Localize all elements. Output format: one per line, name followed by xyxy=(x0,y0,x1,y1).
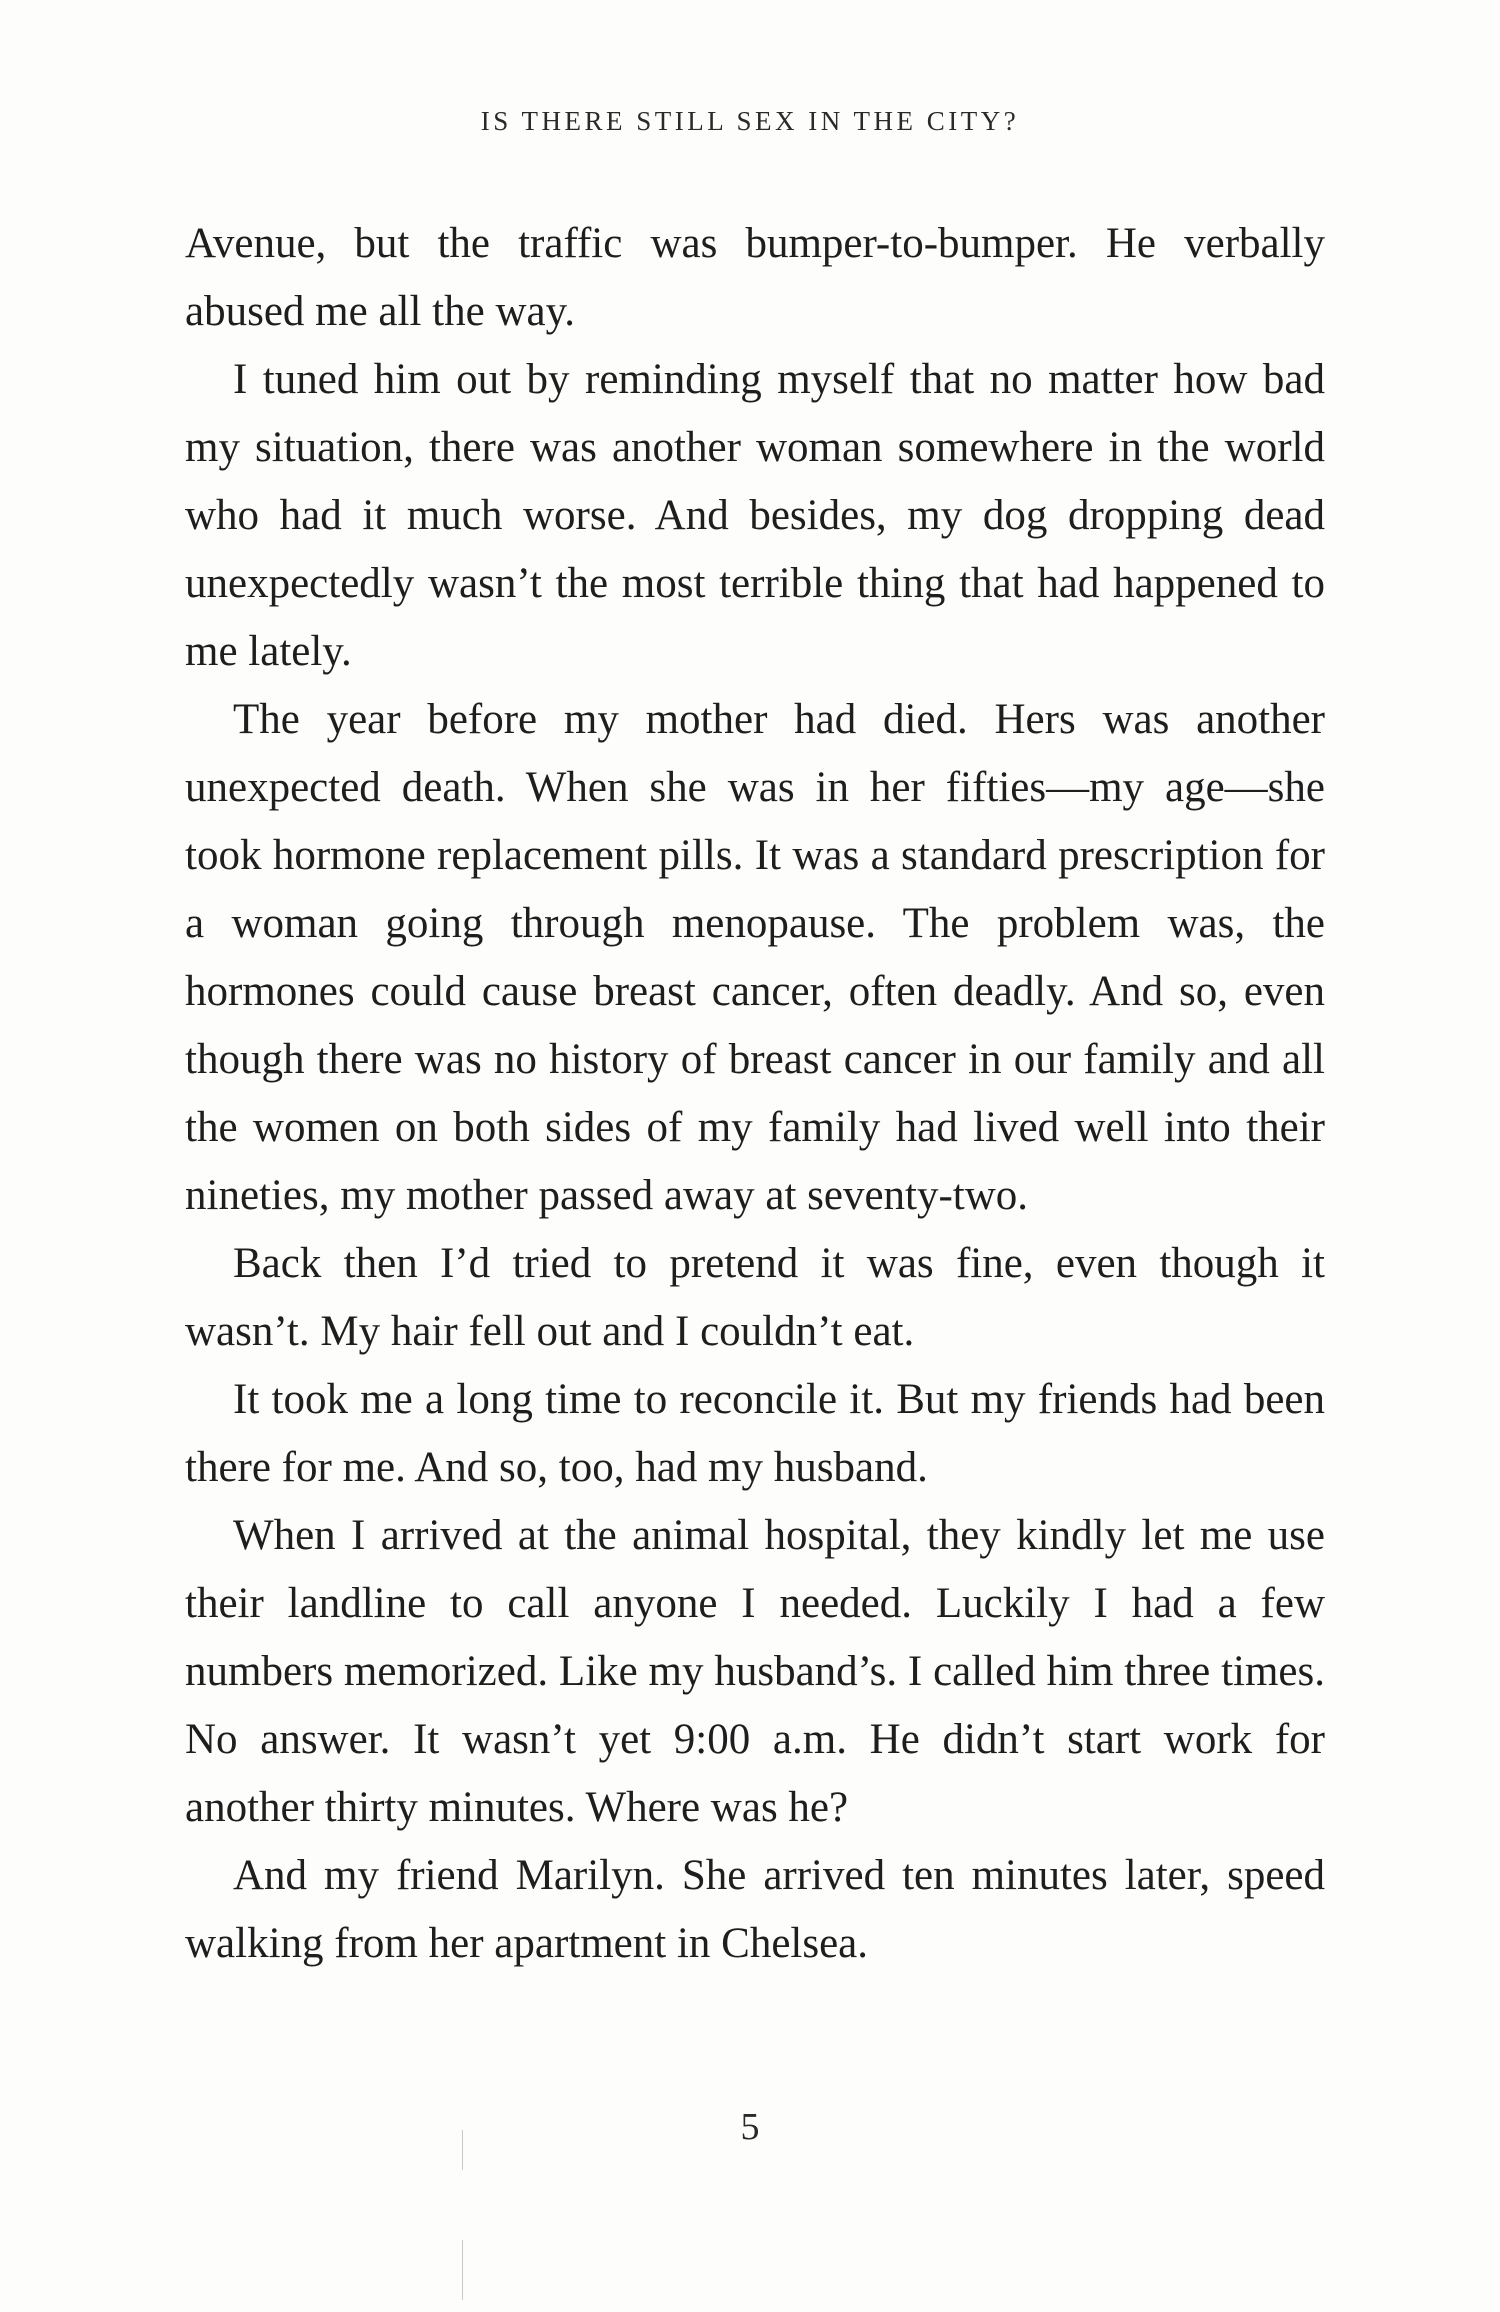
paragraph: And my friend Marilyn. She arrived ten minutes later, speed walking from her apartment in Chelsea. xyxy=(185,1852,1325,1967)
paragraph: Back then I’d tried to pretend it was fine, even though it wasn’t. My hair fell out and I couldn’t eat. xyxy=(185,1240,1325,1355)
paragraph: I tuned him out by reminding myself that no matter how bad my situation, there was another woman somewhere in the world who had it much worse. And besides, my dog dropping dead unexpectedly wasn’t the most terrible thing that had happened to me lately. xyxy=(185,356,1325,675)
paragraph: Avenue, but the traffic was bumper-to-bumper. He verbally abused me all the way. xyxy=(185,220,1325,335)
paragraph: The year before my mother had died. Hers was another unexpected death. When she was in her fifties—my age—she took hormone replacement pills. It was a standard prescription for a woman going through menopause. The problem was, the hormones could cause breast cancer, often deadly. And so, even though there was no history of breast cancer in our family and all the women on both sides of my family had lived well into their nineties, my mother passed away at seventy-two. xyxy=(185,696,1325,1219)
body-text xyxy=(185,210,1325,1978)
page-number: 5 xyxy=(740,2106,760,2148)
running-head: IS THERE STILL SEX IN THE CITY? xyxy=(480,106,1020,136)
paragraph: It took me a long time to reconcile it. But my friends had been there for me. And so, too, had my husband. xyxy=(185,1376,1325,1491)
scan-artifact-line xyxy=(462,2240,463,2300)
paragraph: When I arrived at the animal hospital, they kindly let me use their landline to call anyone I needed. Luckily I had a few numbers memorized. Like my husband’s. I called him three times. No answer. It wasn’t yet 9:00 a.m. He didn’t start work for another thirty minutes. Where was he? xyxy=(185,1512,1325,1831)
